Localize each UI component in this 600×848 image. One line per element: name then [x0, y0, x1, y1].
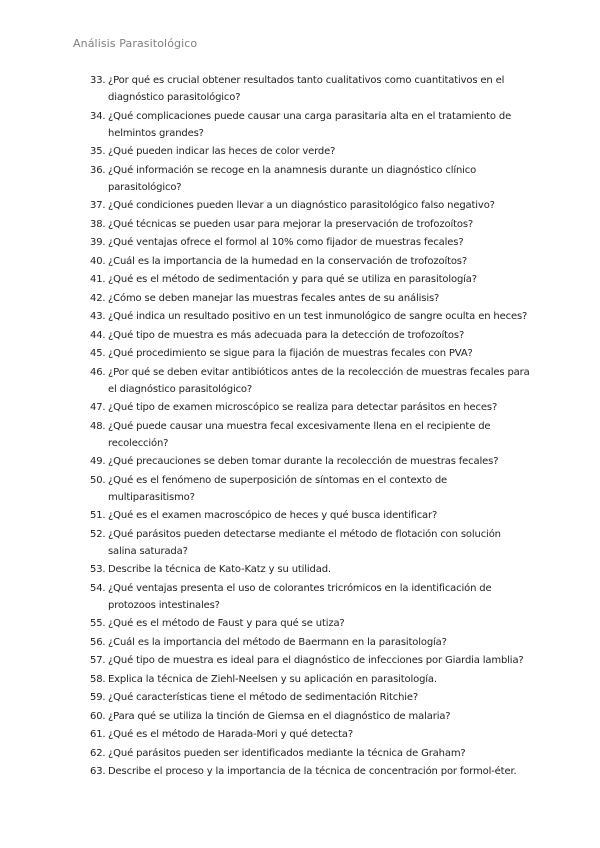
question-text: ¿Qué procedimiento se sigue para la fijación de muestras fecales con PVA? — [108, 348, 473, 359]
question-text: ¿Qué es el método de Harada-Mori y qué detecta? — [108, 729, 354, 740]
question-item — [90, 364, 530, 398]
question-text: ¿Qué es el examen macroscópico de heces y qué busca identificar? — [108, 510, 438, 521]
question-item — [90, 763, 530, 780]
question-item — [90, 162, 530, 196]
question-number: 50. — [90, 474, 106, 486]
question-item — [90, 615, 530, 632]
question-text: ¿Qué ventajas ofrece el formol al 10% como fijador de muestras fecales? — [108, 237, 464, 248]
question-item — [90, 143, 530, 160]
question-number: 46. — [90, 366, 106, 378]
question-number: 33. — [90, 75, 106, 86]
question-list — [90, 72, 530, 782]
question-text: ¿Qué ventajas presenta el uso de colorantes tricrómicos en la identificación de protozoos intestinales? — [108, 582, 492, 611]
question-item — [90, 108, 530, 142]
question-number: 45. — [90, 348, 106, 359]
question-number: 55. — [90, 618, 106, 629]
question-text: ¿Qué tipo de muestra es más adecuada para la detección de trofozoítos? — [108, 329, 465, 341]
question-item — [90, 418, 530, 452]
page-header-title: Análisis Parasitológico — [73, 37, 198, 50]
question-item — [90, 726, 530, 743]
question-text: ¿Por qué se deben evitar antibióticos antes de la recolección de muestras fecales para el diagnóstico parasitológico? — [108, 366, 530, 395]
question-number: 35. — [90, 146, 106, 157]
question-number: 57. — [90, 655, 106, 666]
question-number: 52. — [90, 528, 106, 540]
question-item — [90, 634, 530, 651]
question-text: ¿Qué tipo de examen microscópico se realiza para detectar parásitos en heces? — [108, 402, 498, 413]
question-item — [90, 708, 530, 725]
question-number: 48. — [90, 420, 106, 432]
question-number: 62. — [90, 747, 106, 759]
question-item — [90, 745, 530, 762]
question-number: 63. — [90, 766, 106, 777]
question-text: ¿Qué parásitos pueden ser identificados mediante la técnica de Graham? — [108, 747, 466, 759]
question-number: 34. — [90, 110, 106, 122]
question-text: ¿Qué indica un resultado positivo en un test inmunológico de sangre oculta en heces? — [108, 311, 528, 322]
question-text: Explica la técnica de Ziehl-Neelsen y su aplicación en parasitología. — [108, 673, 437, 685]
question-text: ¿Qué características tiene el método de sedimentación Ritchie? — [108, 692, 419, 703]
question-item — [90, 453, 530, 470]
question-text: ¿Para qué se utiliza la tinción de Giemsa en el diagnóstico de malaria? — [108, 710, 451, 722]
question-number: 49. — [90, 456, 106, 467]
question-text: ¿Qué es el método de sedimentación y para qué se utiliza en parasitología? — [108, 274, 477, 285]
question-item — [90, 308, 530, 325]
question-number: 56. — [90, 636, 106, 648]
question-number: 58. — [90, 673, 106, 685]
question-text: ¿Qué parásitos pueden detectarse mediante el método de flotación con solución salina saturada? — [108, 528, 501, 557]
question-item — [90, 345, 530, 362]
question-item — [90, 526, 530, 560]
question-text: ¿Qué es el método de Faust y para qué se utiza? — [108, 618, 345, 629]
question-number: 59. — [90, 692, 106, 703]
question-item — [90, 216, 530, 233]
question-text: Describe el proceso y la importancia de la técnica de concentración por formol-éter. — [108, 766, 517, 777]
question-number: 54. — [90, 582, 106, 594]
question-item — [90, 580, 530, 614]
question-number: 53. — [90, 564, 106, 575]
question-text: ¿Qué técnicas se pueden usar para mejorar la preservación de trofozoítos? — [108, 218, 474, 230]
question-text: ¿Qué precauciones se deben tomar durante la recolección de muestras fecales? — [108, 456, 499, 467]
question-item — [90, 399, 530, 416]
question-item — [90, 671, 530, 688]
question-text: ¿Qué información se recoge en la anamnesis durante un diagnóstico clínico parasitológico? — [108, 164, 477, 193]
question-text: ¿Qué puede causar una muestra fecal excesivamente llena en el recipiente de recolección? — [108, 420, 491, 449]
question-item — [90, 234, 530, 251]
question-text: ¿Cuál es la importancia del método de Baermann en la parasitología? — [108, 636, 447, 648]
question-item — [90, 327, 530, 344]
question-text: ¿Qué complicaciones puede causar una carga parasitaria alta en el tratamiento de helmintos grandes? — [108, 110, 512, 139]
question-text: ¿Qué condiciones pueden llevar a un diagnóstico parasitológico falso negativo? — [108, 200, 495, 211]
question-item — [90, 290, 530, 307]
question-item — [90, 271, 530, 288]
question-number: 36. — [90, 164, 106, 176]
question-text: ¿Qué pueden indicar las heces de color verde? — [108, 146, 336, 157]
question-number: 42. — [90, 292, 106, 304]
question-number: 41. — [90, 274, 106, 285]
question-number: 61. — [90, 729, 106, 740]
question-text: Describe la técnica de Kato-Katz y su utilidad. — [108, 564, 331, 575]
question-item — [90, 472, 530, 506]
question-number: 47. — [90, 402, 106, 413]
question-text: ¿Qué es el fenómeno de superposición de síntomas en el contexto de multiparasitismo? — [108, 474, 448, 503]
question-text: ¿Por qué es crucial obtener resultados tanto cualitativos como cuantitativos en el diagnóstico parasitológico? — [108, 75, 505, 103]
question-item — [90, 561, 530, 578]
question-item — [90, 689, 530, 706]
question-item — [90, 652, 530, 669]
question-number: 37. — [90, 200, 106, 211]
question-item — [90, 507, 530, 524]
question-item — [90, 197, 530, 214]
question-number: 39. — [90, 237, 106, 248]
question-number: 60. — [90, 710, 106, 722]
question-text: ¿Cómo se deben manejar las muestras fecales antes de su análisis? — [108, 292, 440, 304]
question-number: 51. — [90, 510, 106, 521]
question-number: 43. — [90, 311, 106, 322]
question-number: 38. — [90, 218, 106, 230]
question-text: ¿Qué tipo de muestra es ideal para el diagnóstico de infecciones por Giardia lamblia? — [108, 655, 524, 666]
question-text: ¿Cuál es la importancia de la humedad en la conservación de trofozoítos? — [108, 255, 468, 267]
question-number: 40. — [90, 255, 106, 267]
question-number: 44. — [90, 329, 106, 341]
question-item — [90, 72, 530, 106]
question-item — [90, 253, 530, 270]
